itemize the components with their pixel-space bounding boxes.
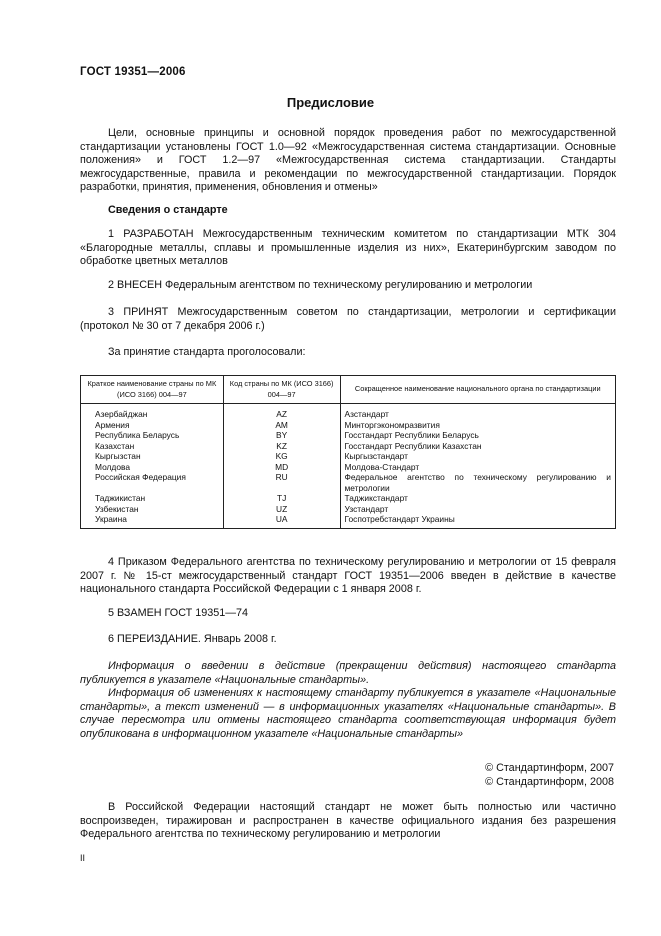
country-name-cell: Молдова xyxy=(81,462,224,473)
item-2: 2 ВНЕСЕН Федеральным агентством по техническому регулированию и метрологии xyxy=(108,279,533,291)
table-row xyxy=(81,504,616,515)
page-title: Предисловие xyxy=(286,95,375,110)
item-1: 1 РАЗРАБОТАН Межгосударственным техническим комитетом по стандартизации МТК 304 «Благородные металлы, сплавы и промышленные изделия из них», Екатеринбургским заводом по обработке цветных металлов xyxy=(80,228,616,268)
table-header-row xyxy=(81,376,616,404)
standards-body-cell: Молдова-Стандарт xyxy=(340,462,616,473)
country-code-cell: AZ xyxy=(223,404,340,420)
final-paragraph: В Российской Федерации настоящий стандарт не может быть полностью или частично воспроизведен, тиражирован и распространен в качестве официального издания без разрешения Федерального агентства по техническому регулированию и метрологии xyxy=(80,801,616,841)
table-row xyxy=(81,441,616,452)
table-row xyxy=(81,420,616,431)
table-row xyxy=(81,451,616,462)
column-header-country: Краткое наименование страны по МК (ИСО 3166) 004—97 xyxy=(81,376,224,404)
member-states-table xyxy=(80,375,616,529)
standards-body-cell: Минторгэкономразвития xyxy=(340,420,616,431)
country-code-cell: TJ xyxy=(223,493,340,504)
country-name-cell: Армения xyxy=(81,420,224,431)
table-row xyxy=(81,514,616,528)
country-name-cell: Азербайджан xyxy=(81,404,224,420)
country-name-cell: Таджикистан xyxy=(81,493,224,504)
standards-body-cell: Госпотребстандарт Украины xyxy=(340,514,616,528)
country-code-cell: AM xyxy=(223,420,340,431)
standards-body-cell: Таджикстандарт xyxy=(340,493,616,504)
standards-body-cell: Госстандарт Республики Казахстан xyxy=(340,441,616,452)
table-row xyxy=(81,404,616,420)
standards-body-cell: Кыргызстандарт xyxy=(340,451,616,462)
column-header-body: Сокращенное наименование национального органа по стандартизации xyxy=(340,376,616,404)
country-code-cell: RU xyxy=(223,472,340,493)
page-number: II xyxy=(80,853,86,863)
item-3: 3 ПРИНЯТ Межгосударственным советом по стандартизации, метрологии и сертификации (протокол № 30 от 7 декабря 2006 г.) xyxy=(80,306,616,332)
copyright-2008: © Стандартинформ, 2008 xyxy=(485,776,614,788)
country-name-cell: Республика Беларусь xyxy=(81,430,224,441)
intro-paragraph: Цели, основные принципы и основной порядок проведения работ по межгосударственной стандартизации установлены ГОСТ 1.0—92 «Межгосударственная система стандартизации. Основные положения» и ГОСТ 1.2—97 «Межгосударственная система стандартизации. Стандарты межгосударственные, правила и рекомендации по межгосударственной стандартизации. Порядок разработки, принятия, применения, обновления и отмены» xyxy=(80,127,616,194)
table-row xyxy=(81,493,616,504)
item-6: 6 ПЕРЕИЗДАНИЕ. Январь 2008 г. xyxy=(108,633,277,645)
table-row xyxy=(81,430,616,441)
standards-body-cell: Федеральное агентство по техническому регулированию и метрологии xyxy=(340,472,616,493)
country-name-cell: Украина xyxy=(81,514,224,528)
copyright-2007: © Стандартинформ, 2007 xyxy=(485,762,614,774)
item-4: 4 Приказом Федерального агентства по техническому регулированию и метрологии от 15 февраля 2007 г. № 15-ст межгосударственный стандарт ГОСТ 19351—2006 введен в действие в качестве национального стандарта Российской Федерации с 1 января 2008 г. xyxy=(80,556,616,596)
column-header-code: Код страны по МК (ИСО 3166) 004—97 xyxy=(223,376,340,404)
country-name-cell: Российская Федерация xyxy=(81,472,224,493)
notice-changes: Информация об изменениях к настоящему стандарту публикуется в указателе «Национальные стандарты», а текст изменений — в информационных указателях «Национальные стандарты». В случае пересмотра или отмены настоящего стандарта соответствующая информация будет опубликована в информационном указателе «Национальные стандарты» xyxy=(80,687,616,740)
standards-body-cell: Узстандарт xyxy=(340,504,616,515)
country-code-cell: UA xyxy=(223,514,340,528)
country-name-cell: Кыргызстан xyxy=(81,451,224,462)
country-code-cell: BY xyxy=(223,430,340,441)
voted-label: За принятие стандарта проголосовали: xyxy=(108,346,306,358)
table-row xyxy=(81,462,616,473)
country-code-cell: KG xyxy=(223,451,340,462)
notice-introduction: Информация о введении в действие (прекращении действия) настоящего стандарта публикуется в указателе «Национальные стандарты». xyxy=(80,660,616,686)
info-heading: Сведения о стандарте xyxy=(108,204,228,216)
standards-body-cell: Азстандарт xyxy=(340,404,616,420)
country-code-cell: MD xyxy=(223,462,340,473)
item-5: 5 ВЗАМЕН ГОСТ 19351—74 xyxy=(108,607,249,619)
country-name-cell: Казахстан xyxy=(81,441,224,452)
country-code-cell: UZ xyxy=(223,504,340,515)
country-code-cell: KZ xyxy=(223,441,340,452)
country-name-cell: Узбекистан xyxy=(81,504,224,515)
table-row xyxy=(81,472,616,493)
standards-body-cell: Госстандарт Республики Беларусь xyxy=(340,430,616,441)
document-header: ГОСТ 19351—2006 xyxy=(80,66,186,78)
